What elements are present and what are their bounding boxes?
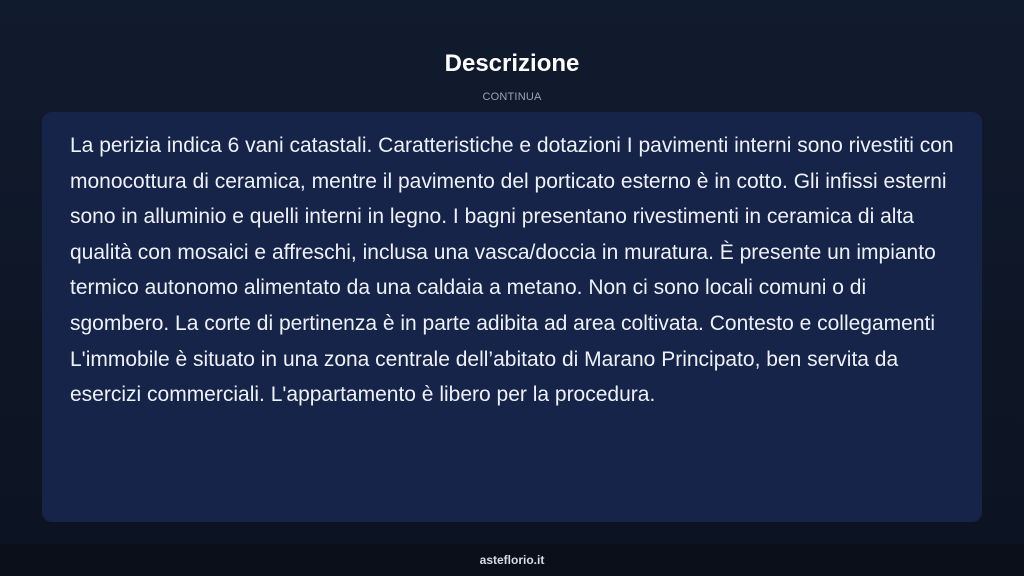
description-text: La perizia indica 6 vani catastali. Caratteristiche e dotazioni I pavimenti interni sono rivestiti con monocottura di ceramica, mentre il pavimento del porticato esterno è in cotto. Gli infissi esterni sono in alluminio e quelli interni in legno. I bagni presentano rivestimenti in ceramica di alta qualità con mosaici e affreschi, inclusa una vasca/doccia in muratura. È presente un impianto termico autonomo alimentato da una caldaia a metano. Non ci sono locali comuni o di sgombero. La corte di pertinenza è in parte adibita ad area coltivata. Contesto e collegamenti L'immobile è situato in una zona centrale dell’abitato di Marano Principato, ben servita da esercizi commerciali. L'appartamento è libero per la procedura. [70,134,954,407]
page-title: Descrizione [444,50,580,77]
page-subtitle: CONTINUA [482,91,542,103]
description-card [42,112,982,522]
footer-bar [0,544,1024,576]
footer-site-label: asteflorio.it [479,553,545,567]
